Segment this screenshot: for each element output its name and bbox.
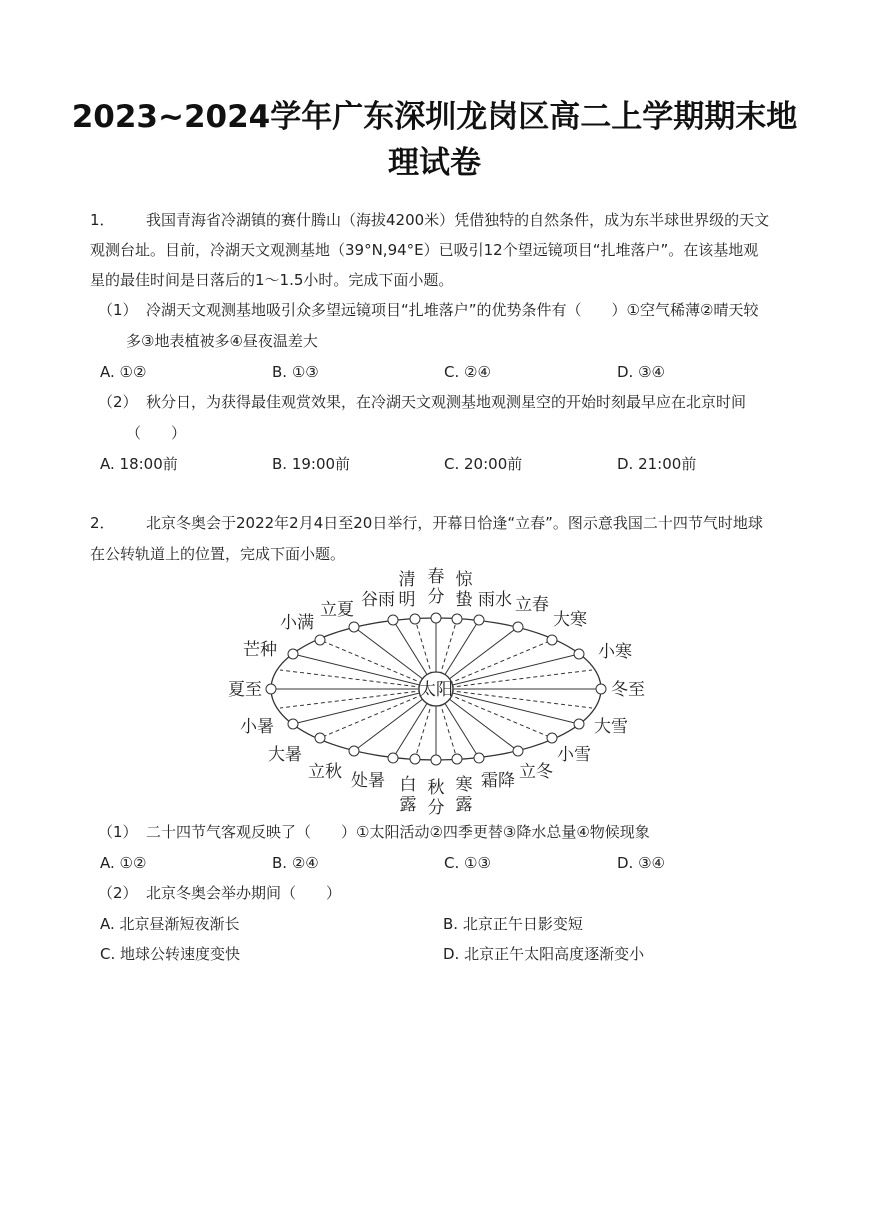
pos-dahan (547, 635, 557, 645)
pos-hanlu (452, 754, 462, 764)
q2-sub2-option-d[interactable]: D. 北京正午太阳高度逐渐变小 (443, 945, 645, 963)
label-lichun: 立春 (515, 595, 549, 615)
label-lixia: 立夏 (320, 600, 354, 620)
q1-sub1-option-b[interactable]: B. ①③ (272, 363, 319, 381)
label-xiaoman: 小满 (280, 613, 314, 633)
label-jingzhe-2: 蛰 (455, 590, 473, 610)
q2-sub1-option-d[interactable]: D. ③④ (617, 854, 665, 872)
q1-sub2-text-line-2: （ ） (126, 424, 187, 442)
label-shuangjiang: 霜降 (481, 771, 515, 791)
q2-sub2-option-c[interactable]: C. 地球公转速度变快 (100, 945, 241, 963)
q1-number: 1． (90, 211, 115, 229)
label-lidong: 立冬 (519, 762, 553, 782)
label-guyu: 谷雨 (361, 590, 395, 610)
q2-stem-line-1: 北京冬奥会于2022年2月4日至20日举行，开幕日恰逢“立春”。图示意我国二十四节气时地球 (146, 514, 763, 532)
q1-sub2-number: （2） (98, 393, 138, 411)
label-hanlu-2: 露 (455, 795, 473, 815)
pos-xiaoman (315, 635, 325, 645)
q1-sub1-option-c[interactable]: C. ②④ (444, 363, 491, 381)
q1-sub2-option-d[interactable]: D. 21:00前 (617, 455, 697, 473)
q1-sub1-option-a[interactable]: A. ①② (100, 363, 147, 381)
pos-xiaohan (574, 649, 584, 659)
label-qingming-1: 清 (398, 570, 416, 590)
q1-sub1-text-line-2: 多③地表植被多④昼夜温差大 (126, 332, 318, 350)
pos-daxue (574, 719, 584, 729)
pos-dongzhi (596, 684, 606, 694)
sun-label: 太阳 (419, 680, 453, 700)
label-liqiu: 立秋 (308, 762, 342, 782)
q1-sub2-option-c[interactable]: C. 20:00前 (444, 455, 523, 473)
pos-bailu (410, 754, 420, 764)
pos-liqiu (349, 746, 359, 756)
spoke-daxue (436, 689, 592, 708)
q1-stem-line-2: 观测台址。目前，冷湖天文观测基地（39°N,94°E）已吸引12个望远镜项目“扎堆落户”。在该基地观 (90, 241, 759, 259)
label-xiaoshu: 小暑 (240, 717, 274, 737)
q2-sub2-text: 北京冬奥会举办期间（ ） (146, 884, 342, 902)
pos-qiufen (431, 755, 441, 765)
label-chushu: 处暑 (351, 771, 385, 791)
pos-xiazhi (266, 684, 276, 694)
q1-sub2-option-a[interactable]: A. 18:00前 (100, 455, 178, 473)
label-yushui: 雨水 (478, 590, 512, 610)
label-chunfen-1: 春 (427, 567, 445, 587)
q2-sub1-option-a[interactable]: A. ①② (100, 854, 147, 872)
pos-xiaoshu (288, 719, 298, 729)
pos-qingming (410, 614, 420, 624)
label-daxue: 大雪 (594, 717, 628, 737)
solar-terms-orbit-diagram (225, 560, 655, 820)
label-dongzhi: 冬至 (611, 680, 645, 700)
q2-sub1-option-b[interactable]: B. ②④ (272, 854, 319, 872)
pos-jingzhe (452, 614, 462, 624)
label-mangzhong: 芒种 (243, 640, 277, 660)
pos-guyu (388, 615, 398, 625)
label-bailu-1: 白 (399, 775, 417, 795)
pos-lichun (513, 622, 523, 632)
pos-mangzhong (288, 649, 298, 659)
q1-stem-line-1: 我国青海省冷湖镇的赛什腾山（海拔4200米）凭借独特的自然条件，成为东半球世界级的天文 (146, 211, 770, 229)
q2-sub2-option-b[interactable]: B. 北京正午日影变短 (443, 915, 583, 933)
q2-sub2-option-a[interactable]: A. 北京昼渐短夜渐长 (100, 915, 240, 933)
label-xiazhi: 夏至 (228, 680, 262, 700)
pos-chushu (388, 753, 398, 763)
pos-shuangjiang (474, 753, 484, 763)
q1-stem-line-3: 星的最佳时间是日落后的1～1.5小时。完成下面小题。 (90, 271, 454, 289)
q1-sub2-option-b[interactable]: B. 19:00前 (272, 455, 351, 473)
label-chunfen-2: 分 (427, 587, 445, 607)
q2-stem-line-2: 在公转轨道上的位置，完成下面小题。 (90, 545, 346, 563)
spoke-xiaoshu (280, 689, 436, 708)
label-jingzhe-1: 惊 (455, 570, 473, 590)
q2-sub1-option-c[interactable]: C. ①③ (444, 854, 491, 872)
pos-lixia (349, 622, 359, 632)
page-title (60, 94, 809, 186)
q2-sub1-text: 二十四节气客观反映了（ ）①太阳活动②四季更替③降水总量④物候现象 (146, 823, 650, 841)
label-qingming-2: 明 (398, 590, 416, 610)
q2-number: 2． (90, 514, 115, 532)
label-dashu: 大暑 (268, 745, 302, 765)
pos-chunfen (431, 613, 441, 623)
q2-sub1-number: （1） (98, 823, 138, 841)
label-xiaoxue: 小雪 (557, 745, 591, 765)
label-dahan: 大寒 (553, 610, 587, 630)
label-xiaohan: 小寒 (598, 642, 632, 662)
q1-sub1-text-line-1: 冷湖天文观测基地吸引众多望远镜项目“扎堆落户”的优势条件有（ ）①空气稀薄②晴天较 (146, 301, 759, 319)
orbit-svg (225, 560, 655, 820)
q2-sub2-number: （2） (98, 884, 138, 902)
pos-dashu (315, 733, 325, 743)
title-line-1: 2023~2024学年广东深圳龙岗区高二上学期期末地 (71, 99, 798, 135)
q1-sub2-text-line-1: 秋分日，为获得最佳观赏效果，在冷湖天文观测基地观测星空的开始时刻最早应在北京时间 (146, 393, 747, 411)
label-hanlu-1: 寒 (455, 775, 473, 795)
pos-yushui (474, 615, 484, 625)
pos-lidong (513, 746, 523, 756)
spoke-xiaohan2 (436, 670, 592, 689)
spoke-mangzhong2 (280, 670, 436, 689)
q1-sub1-number: （1） (98, 301, 138, 319)
label-qiufen-2: 分 (427, 798, 445, 818)
label-qiufen-1: 秋 (427, 778, 445, 798)
q1-sub1-option-d[interactable]: D. ③④ (617, 363, 665, 381)
label-bailu-2: 露 (399, 795, 417, 815)
pos-xiaoxue (547, 733, 557, 743)
title-line-2: 理试卷 (388, 145, 481, 181)
